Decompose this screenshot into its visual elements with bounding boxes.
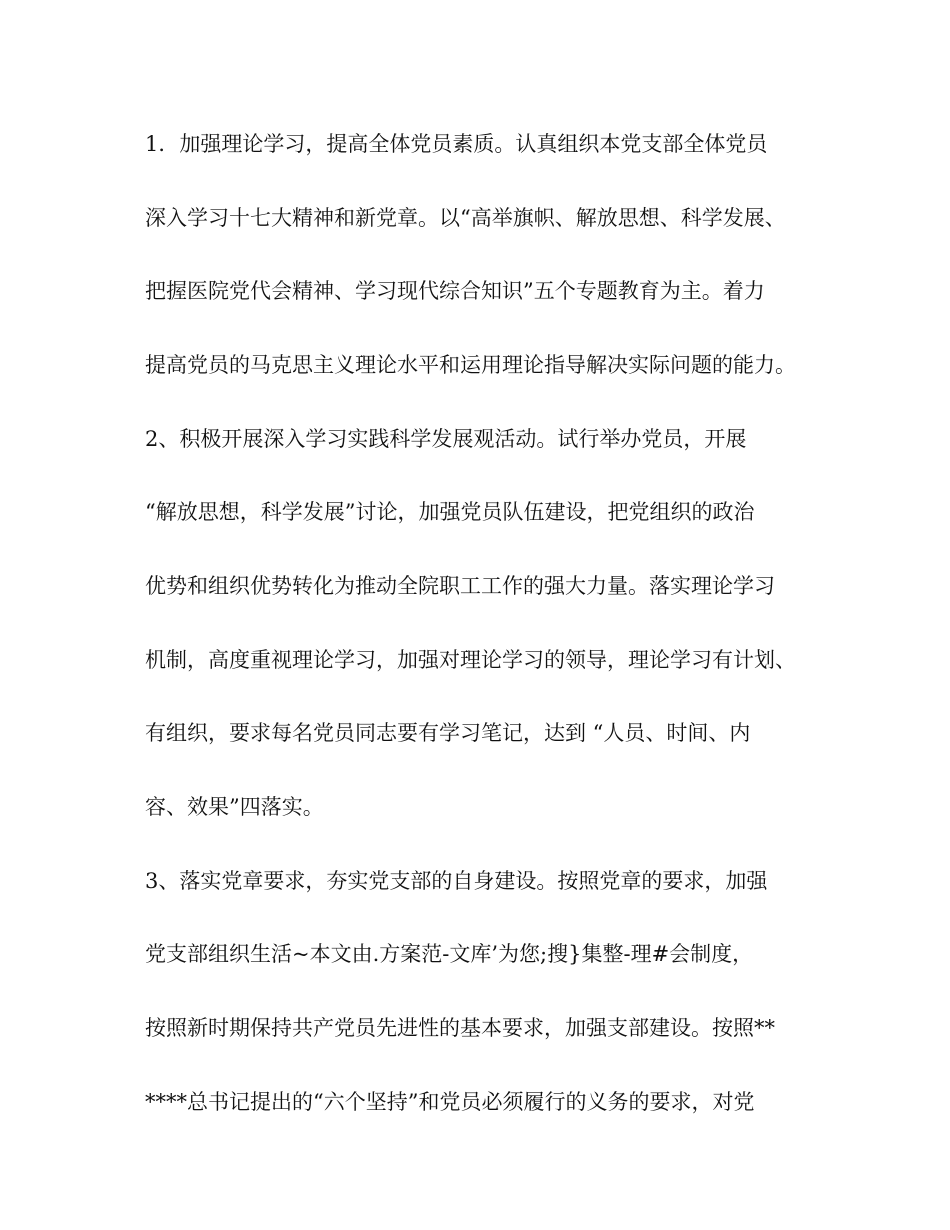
paragraph-line: 有组织，要求每名党员同志要有学习笔记，达到 “人员、时间、内 bbox=[145, 721, 751, 745]
paragraph-line: 党支部组织生活~本文由.方案范-文库’为您;搜}集整-理#会制度， bbox=[145, 942, 754, 966]
paragraph-line: 2、积极开展深入学习实践科学发展观活动。试行举办党员，开展 bbox=[145, 427, 747, 451]
paragraph-line: 把握医院党代会精神、学习现代综合知识”五个专题教育为主。着力 bbox=[145, 279, 765, 303]
paragraph-line: 机制，高度重视理论学习，加强对理论学习的领导，理论学习有计划、 bbox=[145, 648, 796, 672]
paragraph-line: 3、落实党章要求，夯实党支部的自身建设。按照党章的要求，加强 bbox=[145, 869, 768, 893]
paragraph-line: 深入学习十七大精神和新党章。以“高举旗帜、解放思想、科学发展、 bbox=[145, 206, 786, 230]
paragraph-line: 1．加强理论学习，提高全体党员素质。认真组织本党支部全体党员 bbox=[145, 132, 768, 156]
paragraph-line: 优势和组织优势转化为推动全院职工工作的强大力量。落实理论学习 bbox=[145, 574, 775, 598]
paragraph-line: 提高党员的马克思主义理论水平和运用理论指导解决实际问题的能力。 bbox=[145, 353, 796, 377]
paragraph-line: 按照新时期保持共产党员先进性的基本要求，加强支部建设。按照** bbox=[145, 1016, 775, 1040]
paragraph-line: “解放思想，科学发展”讨论，加强党员队伍建设，把党组织的政治 bbox=[145, 500, 755, 524]
paragraph-line: 容、效果”四落实。 bbox=[145, 795, 324, 819]
paragraph-line: ****总书记提出的“六个坚持”和党员必须履行的义务的要求，对党 bbox=[145, 1090, 755, 1114]
